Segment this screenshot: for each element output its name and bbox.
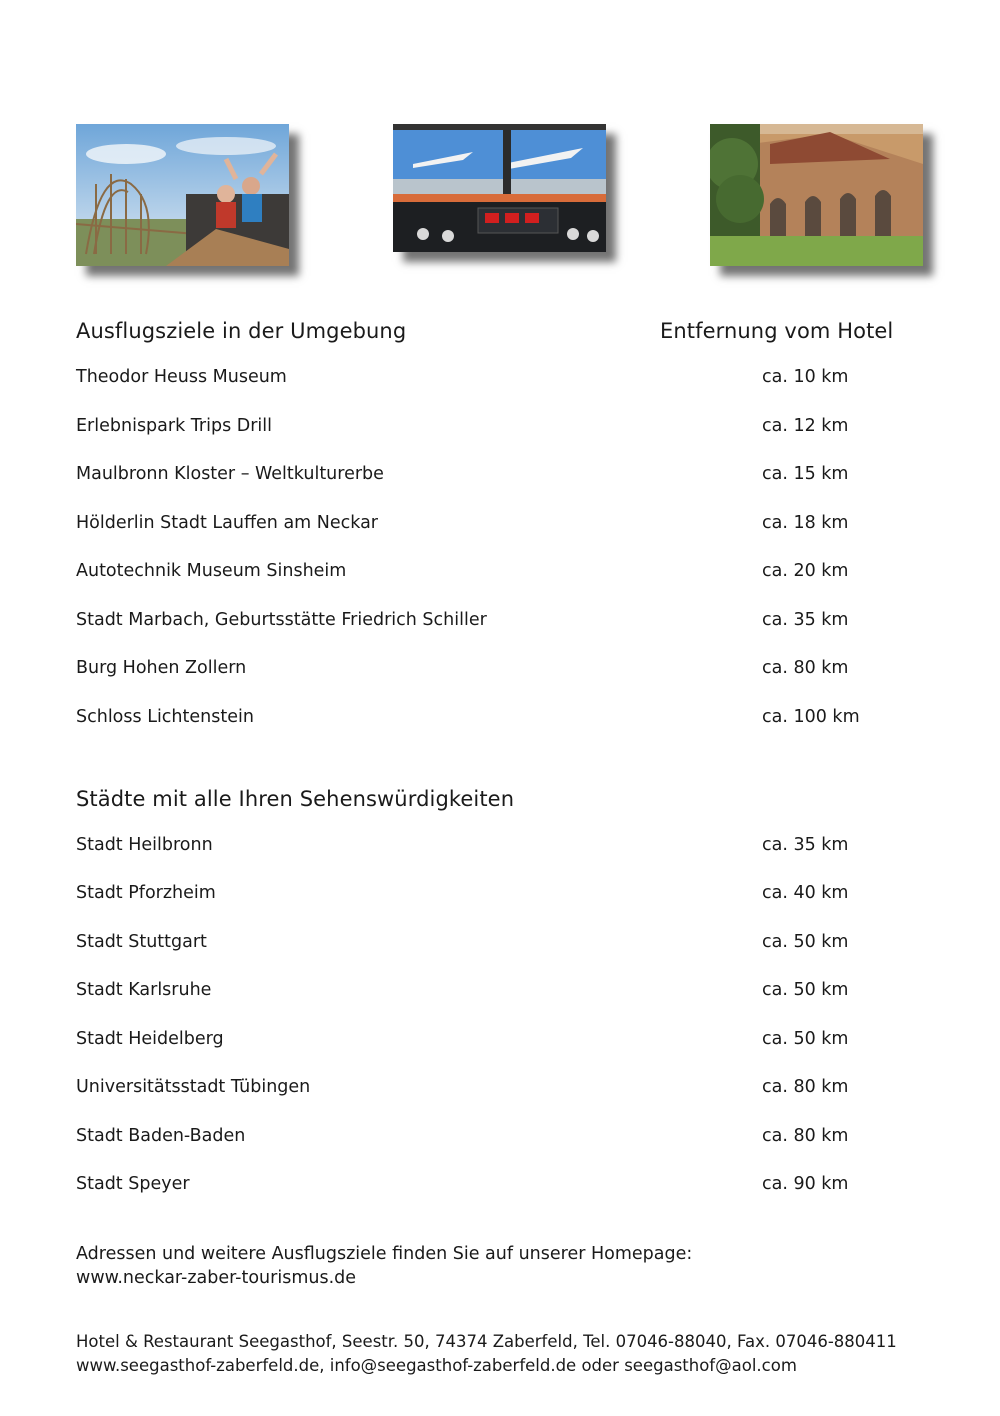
list-item: [76, 513, 936, 539]
hotel-address: Hotel & Restaurant Seegasthof, Seestr. 50, 74374 Zaberfeld, Tel. 07046-88040, Fax. 07046-880411: [76, 1332, 897, 1351]
city-distance: ca. 80 km: [762, 1126, 849, 1146]
list-item: [76, 658, 936, 684]
list-item: [76, 1174, 936, 1200]
destination-name: Burg Hohen Zollern: [76, 658, 247, 678]
hotel-web-and-email[interactable]: www.seegasthof-zaberfeld.de, info@seegasthof-zaberfeld.de oder seegasthof@aol.com: [76, 1356, 797, 1375]
roller-coaster-photo: [76, 124, 289, 266]
city-name: Stadt Speyer: [76, 1174, 190, 1194]
city-distance: ca. 35 km: [762, 835, 849, 855]
destination-distance: ca. 10 km: [762, 367, 849, 387]
list-item: [76, 1077, 936, 1103]
concorde-cockpit-photo: [393, 124, 606, 252]
city-distance: ca. 40 km: [762, 883, 849, 903]
destination-name: Erlebnispark Trips Drill: [76, 416, 273, 436]
destination-distance: ca. 18 km: [762, 513, 849, 533]
list-item: [76, 367, 936, 393]
city-name: Stadt Baden-Baden: [76, 1126, 246, 1146]
list-item: [76, 561, 936, 587]
monastery-cloister-photo: [710, 124, 923, 266]
distance-column-header: Entfernung vom Hotel: [660, 319, 894, 343]
homepage-note: [76, 1242, 692, 1290]
destination-name: Hölderlin Stadt Lauffen am Neckar: [76, 513, 379, 533]
section-title-excursions: Ausflugsziele in der Umgebung: [76, 319, 407, 343]
city-name: Stadt Heilbronn: [76, 835, 213, 855]
destination-distance: ca. 100 km: [762, 707, 860, 727]
destination-name: Theodor Heuss Museum: [76, 367, 287, 387]
list-item: [76, 932, 936, 958]
city-name: Stadt Heidelberg: [76, 1029, 224, 1049]
destination-distance: ca. 80 km: [762, 658, 849, 678]
city-distance: ca. 50 km: [762, 932, 849, 952]
homepage-note-text: Adressen und weitere Ausflugsziele finden Sie auf unserer Homepage:: [76, 1244, 693, 1264]
city-name: Stadt Stuttgart: [76, 932, 207, 952]
hotel-contact-footer: [76, 1330, 897, 1378]
destination-name: Autotechnik Museum Sinsheim: [76, 561, 347, 581]
destination-name: Maulbronn Kloster – Weltkulturerbe: [76, 464, 384, 484]
destination-distance: ca. 20 km: [762, 561, 849, 581]
city-distance: ca. 80 km: [762, 1077, 849, 1097]
city-name: Stadt Karlsruhe: [76, 980, 212, 1000]
list-item: [76, 835, 936, 861]
list-item: [76, 416, 936, 442]
destination-distance: ca. 15 km: [762, 464, 849, 484]
list-item: [76, 1029, 936, 1055]
list-item: [76, 610, 936, 636]
list-item: [76, 707, 936, 733]
destination-distance: ca. 35 km: [762, 610, 849, 630]
destination-name: Stadt Marbach, Geburtsstätte Friedrich Schiller: [76, 610, 487, 630]
destination-distance: ca. 12 km: [762, 416, 849, 436]
city-name: Universitätsstadt Tübingen: [76, 1077, 311, 1097]
city-distance: ca. 90 km: [762, 1174, 849, 1194]
destination-name: Schloss Lichtenstein: [76, 707, 254, 727]
list-item: [76, 980, 936, 1006]
city-distance: ca. 50 km: [762, 1029, 849, 1049]
tourism-website-link[interactable]: www.neckar-zaber-tourismus.de: [76, 1268, 357, 1288]
city-name: Stadt Pforzheim: [76, 883, 216, 903]
list-item: [76, 464, 936, 490]
section-title-cities: Städte mit alle Ihren Sehenswürdigkeiten: [76, 787, 515, 811]
list-item: [76, 1126, 936, 1152]
list-item: [76, 883, 936, 909]
city-distance: ca. 50 km: [762, 980, 849, 1000]
